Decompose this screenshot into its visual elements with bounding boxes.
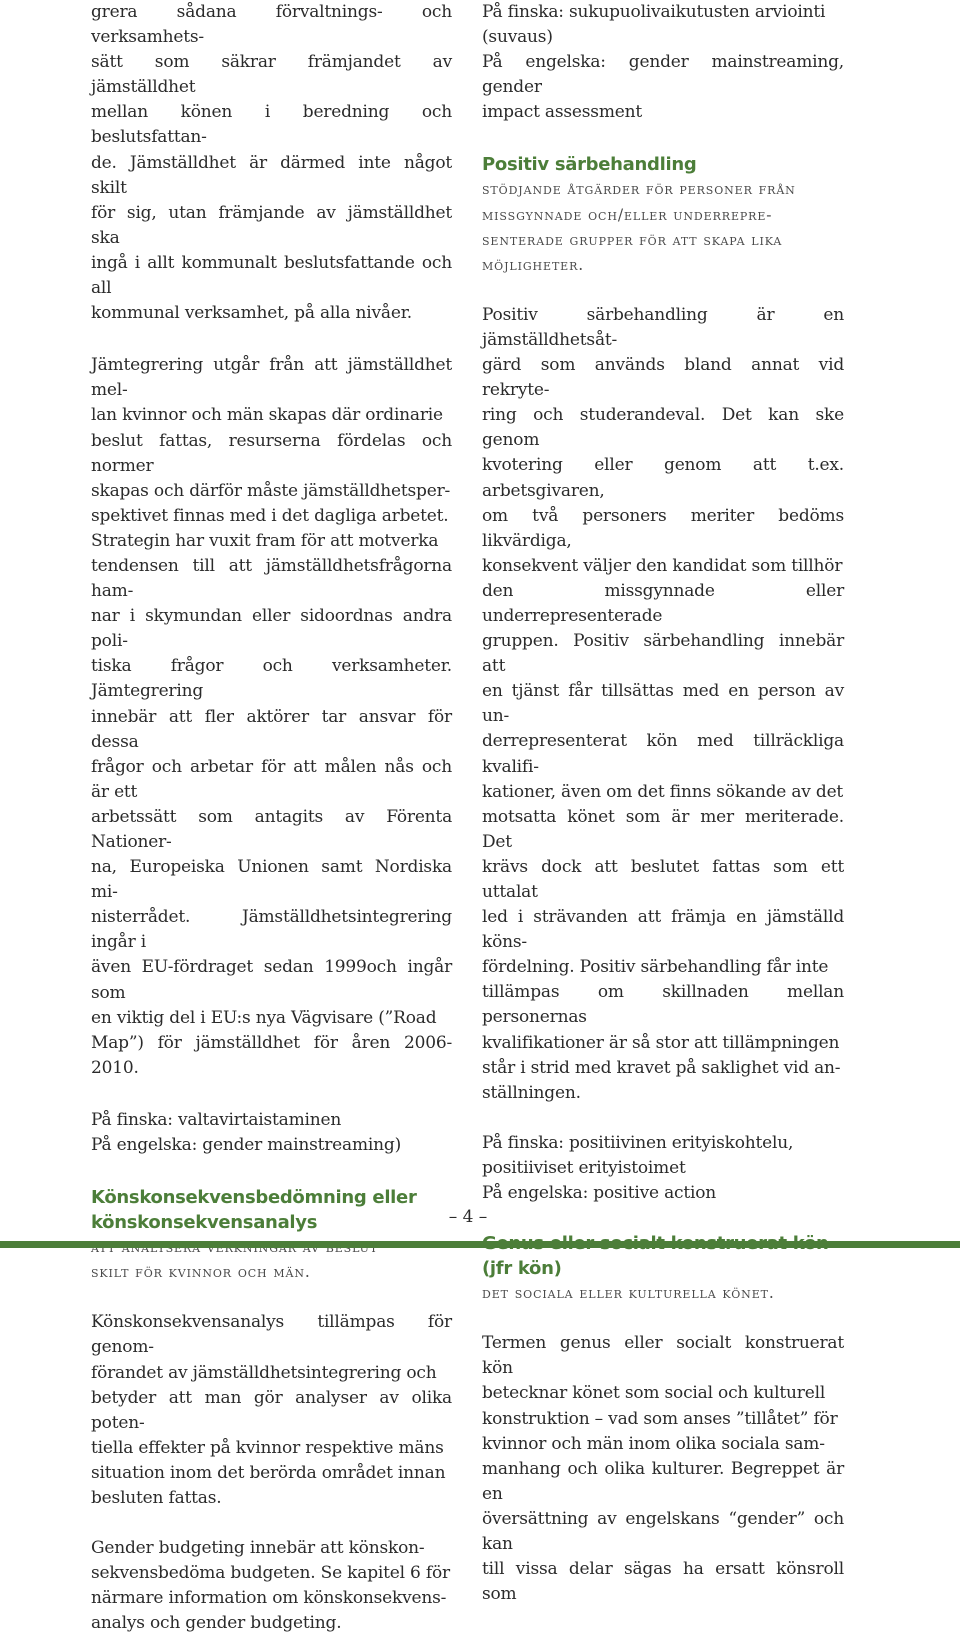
konsekvensanalys-paragraph: Könskonsekvensanalys tillämpas för genom- förandet av jämställdhetsintegrering och betyder att man gör analyser av olika poten- tiella effekter på kvinnor respektive mäns situation inom det berörda området innan besluten fattas. xyxy=(91,1312,452,1508)
right-column xyxy=(482,0,844,1607)
footer-accent-bar xyxy=(0,1241,960,1248)
positiv-sarbehandling-paragraph: Positiv särbehandling är en jämställdhetsåt- gärd som används bland annat vid rekryte- ring och studerandeval. Det kan ske genom kvotering eller genom att t.ex. arbetsgivaren, om två personers meriter bedöms likvärdiga, konsekvent väljer den kandidat som tillhör den missgynnade eller underrepresenterade gruppen. Positiv särbehandling innebär att en tjänst får tillsättas med en person av un- derrepresenterat kön med tillräckliga kvalifi- kationer, även om det finns sökande av det motsatta könet som är mer meriterade. Det krävs dock att beslutet fattas som ett uttalat led i strävanden att främja en jämställd köns- fördelning. Positiv särbehandling får inte tillämpas om skillnaden mellan personernas kvalifikationer är så stor att tillämpningen står i strid med kravet på saklighet vid an- ställningen. xyxy=(482,304,844,1103)
mainstreaming-paragraph: Jämtegrering utgår från att jämställdhet mel- lan kvinnor och män skapas där ordinarie beslut fattas, resurserna fördelas och normer skapas och därför måste jämställdhetsper- spektivet finnas med i det dagliga arbetet. Strategin har vuxit fram för att motverka tendensen till att jämställdhetsfrågorna ham- nar i skymundan eller sidoordnas andra poli- tiska frågor och verksamheter. Jämtegrering innebär att fler aktörer tar ansvar för dessa frågor och arbetar för att målen nås och är ett arbetssätt som antagits av Förenta Nationer- na, Europeiska Unionen samt Nordiska mi- nisterrådet. Jämställdhetsintegrering ingår i även EU-fördraget sedan 1999och ingår som en viktig del i EU:s nya Vägvisare (”Road Map”) för jämställdhet för åren 2006-2010. xyxy=(91,355,452,1078)
left-column xyxy=(91,0,452,1636)
translation-note-impact: På finska: sukupuolivaikutusten arviointi (suvaus) På engelska: gender mainstreaming, gender impact assessment xyxy=(482,2,844,123)
translation-note-positive-action: På finska: positiivinen erityiskohtelu, positiiviset erityistoimet På engelska: positive action xyxy=(482,1132,794,1204)
intro-paragraph: grera sådana förvaltnings- och verksamhets- sätt som säkrar främjandet av jämställdhet mellan könen i beredning och beslutsfattan- de. Jämställdhet är därmed inte något skilt för sig, utan främjande av jämställdhet ska ingå i allt kommunalt beslutsfattande och all kommunal verksamhet, på alla nivåer. xyxy=(91,2,452,324)
definition-konsekvensanalys: skilt för kvinnor och män. xyxy=(91,1263,311,1282)
heading-positiv-sarbehandling: Positiv särbehandling xyxy=(482,154,697,176)
definition-positiv-sarbehandling: stödjande åtgärder för personer från missgynnade och/eller underrepre- senterade grupper för att skapa lika möjligheter. xyxy=(482,180,796,274)
definition-genus: det sociala eller kulturella könet. xyxy=(482,1284,775,1303)
heading-konsekvensanalys: Könskonsekvensbedömning eller könskonsekvensanalys xyxy=(91,1187,417,1234)
gender-budgeting-paragraph: Gender budgeting innebär att könskon- sekvensbedöma budgeten. Se kapitel 6 för närmare information om könskonsekvens- analys och gender budgeting. xyxy=(91,1538,450,1634)
page-number: – 4 – xyxy=(448,1207,488,1227)
heading-genus: (jfr kön) xyxy=(482,1258,562,1280)
genus-paragraph: Termen genus eller socialt konstruerat kön betecknar könet som social och kulturell konstruktion – vad som anses ”tillåtet” för kvinnor och män inom olika sociala sam- manhang och olika kulturer. Begreppet är en översättning av engelskans “gender” och kan till vissa delar sägas ha ersatt könsroll som xyxy=(482,1333,844,1605)
translation-note-mainstreaming: På finska: valtavirtaistaminen På engelska: gender mainstreaming) xyxy=(91,1109,401,1156)
